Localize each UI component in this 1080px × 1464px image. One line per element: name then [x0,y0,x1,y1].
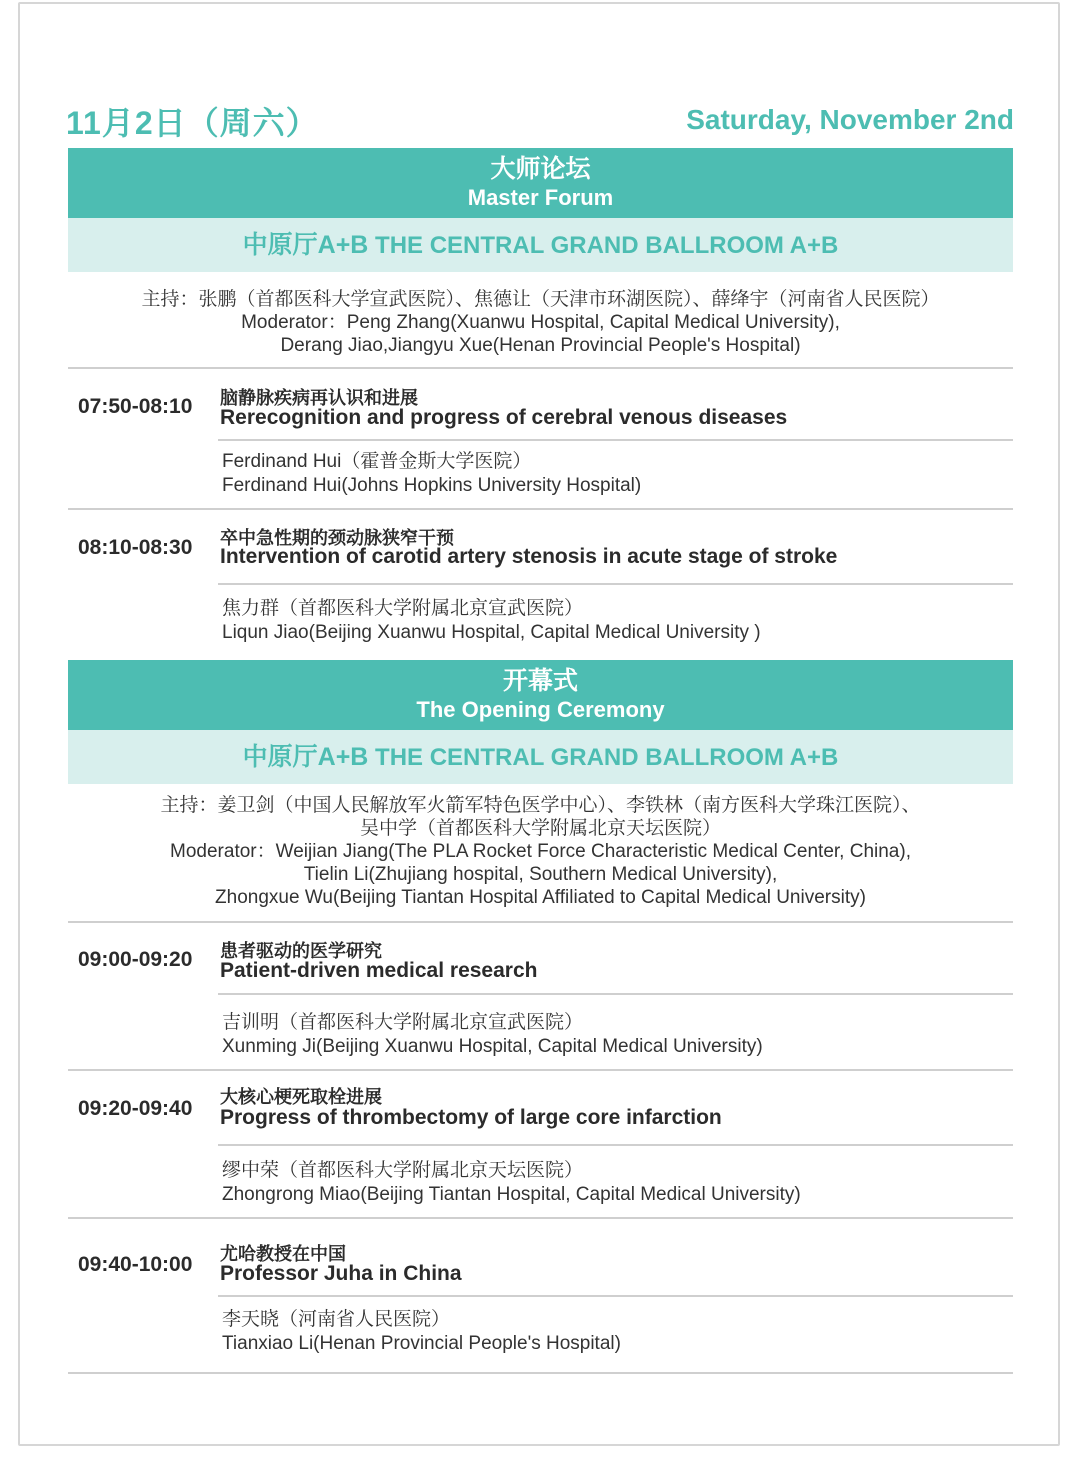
divider [218,1295,1013,1297]
session-title-en: Intervention of carotid artery stenosis in acute stage of stroke [220,545,838,568]
session-time: 09:40-10:00 [78,1253,193,1276]
session-title-cn: 大核心梗死取栓进展 [220,1087,382,1107]
speaker-en: Tianxiao Li(Henan Provincial People's Hospital) [222,1333,621,1354]
speaker-en: Zhongrong Miao(Beijing Tiantan Hospital, Capital Medical University) [222,1184,801,1205]
venue-cn: 中原厅A+B [242,231,369,259]
session-time: 09:00-09:20 [78,948,193,971]
venue-bar [68,730,1013,784]
divider [68,367,1013,369]
venue-cn: 中原厅A+B [242,743,369,771]
speaker-block [222,450,641,498]
session-title-cn: 脑静脉疾病再认识和进展 [220,388,418,408]
moderator-line: Tielin Li(Zhujiang hospital, Southern Medical University), [303,864,778,885]
date-chinese: 11月2日（周六） [66,105,319,141]
session-time: 07:50-08:10 [78,395,193,418]
speaker-en: Ferdinand Hui(Johns Hopkins University Hospital) [222,475,642,496]
session-title-cn: 尤哈教授在中国 [220,1244,346,1264]
venue-en: THE CENTRAL GRAND BALLROOM A+B [375,744,839,771]
session-title-cn: 患者驱动的医学研究 [220,941,382,961]
section-header-master-forum [68,148,1013,218]
divider [68,1069,1013,1071]
speaker-cn: 李天晓（河南省人民医院） [222,1309,451,1330]
speaker-en: Xunming Ji(Beijing Xuanwu Hospital, Capital Medical University) [222,1036,763,1057]
speaker-block [222,1159,801,1207]
venue-bar [68,218,1013,272]
speaker-block [222,1011,763,1059]
venue-en: THE CENTRAL GRAND BALLROOM A+B [375,232,839,259]
moderator-line: 吴中学（首都医科大学附属北京天坛医院） [359,818,721,839]
divider [218,1144,1013,1146]
speaker-block [222,597,761,645]
speaker-cn: Ferdinand Hui（霍普金斯大学医院） [222,451,532,472]
session-title-en: Progress of thrombectomy of large core infarction [220,1106,722,1129]
divider [218,583,1013,585]
section-title-en: The Opening Ceremony [416,697,665,722]
speaker-cn: 吉训明（首都医科大学附属北京宣武医院） [222,1012,584,1033]
moderators-block [68,794,1013,909]
session-title-cn: 卒中急性期的颈动脉狭窄干预 [220,528,454,548]
divider [218,993,1013,995]
speaker-cn: 缪中荣（首都医科大学附属北京天坛医院） [222,1160,584,1181]
moderator-line: 主持：姜卫剑（中国人民解放军火箭军特色医学中心）、李铁林（南方医科大学珠江医院）、 [160,795,921,816]
moderators-block [68,288,1013,357]
section-header-opening-ceremony [68,660,1013,730]
session-title-en: Patient-driven medical research [220,959,538,982]
moderator-line: Zhongxue Wu(Beijing Tiantan Hospital Affiliated to Capital Medical University) [215,887,866,908]
divider [68,508,1013,510]
session-time: 08:10-08:30 [78,536,193,559]
speaker-en: Liqun Jiao(Beijing Xuanwu Hospital, Capital Medical University ) [222,622,761,643]
divider [218,439,1013,441]
speaker-block [222,1308,621,1356]
moderator-line: 主持：张鹏（首都医科大学宣武医院）、焦德让（天津市环湖医院）、薛绛宇（河南省人民医院） [141,289,940,310]
section-title-cn: 开幕式 [502,667,578,695]
divider [68,1217,1013,1219]
moderator-line: Moderator：Peng Zhang(Xuanwu Hospital, Capital Medical University), [241,312,840,333]
moderator-line: Moderator：Weijian Jiang(The PLA Rocket Force Characteristic Medical Center, China), [170,841,911,862]
section-title-en: Master Forum [467,185,614,210]
divider [68,921,1013,923]
divider [68,1372,1013,1374]
section-title-cn: 大师论坛 [490,155,591,183]
session-time: 09:20-09:40 [78,1097,193,1120]
date-english: Saturday, November 2nd [686,104,1014,135]
moderator-line: Derang Jiao,Jiangyu Xue(Henan Provincial People's Hospital) [280,335,801,356]
session-title-en: Professor Juha in China [220,1262,462,1285]
session-title-en: Rerecognition and progress of cerebral venous diseases [220,406,788,429]
speaker-cn: 焦力群（首都医科大学附属北京宣武医院） [222,598,584,619]
